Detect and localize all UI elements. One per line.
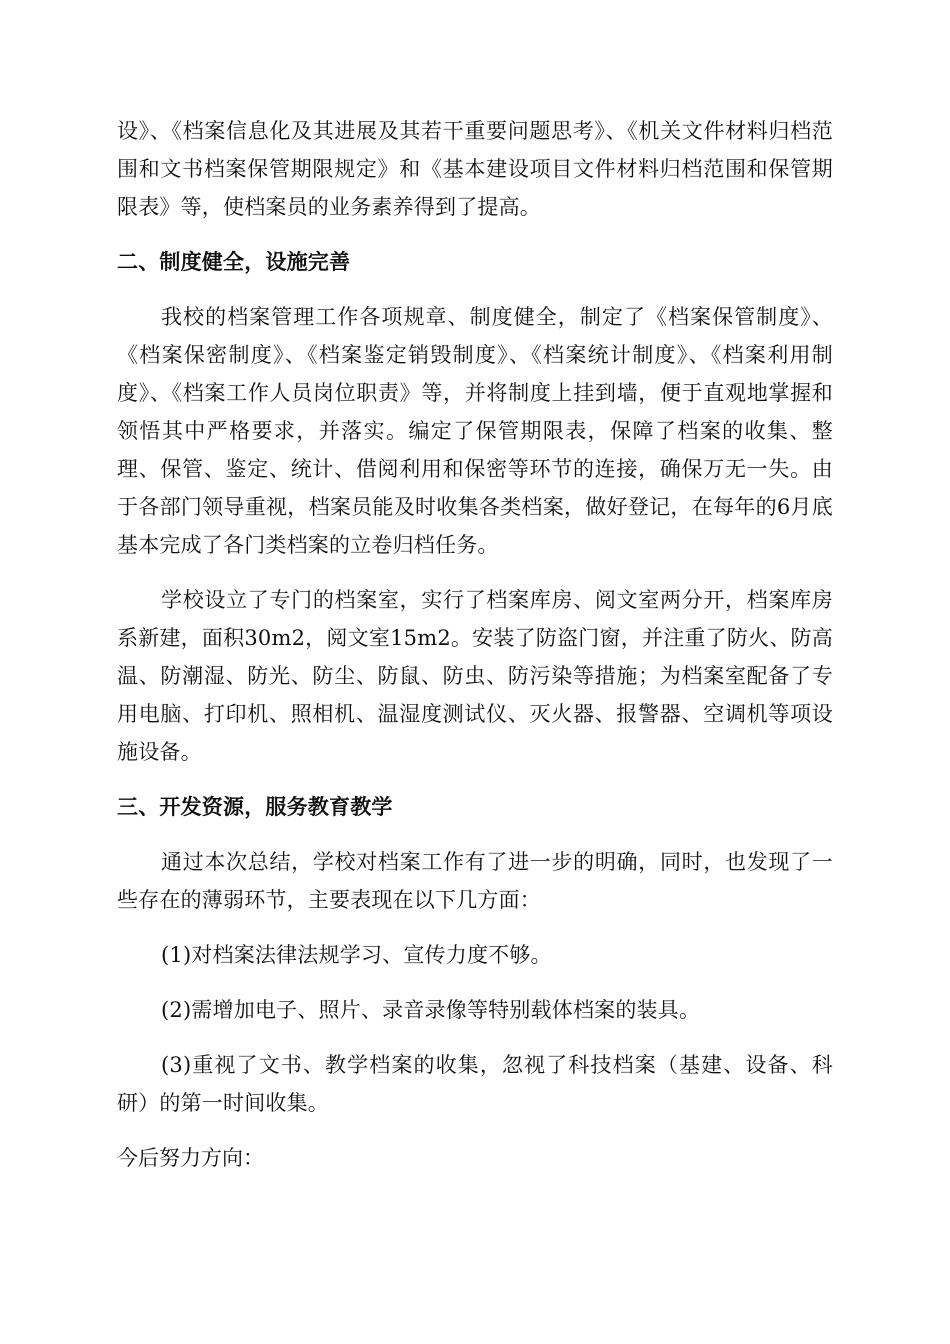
section-heading-resources: 三、开发资源，服务教育教学 bbox=[117, 794, 393, 819]
paragraph-summary-findings: 通过本次总结，学校对档案工作有了进一步的明确，同时，也发现了一些存在的薄弱环节，主要表现在以下几方面： bbox=[117, 850, 833, 912]
section-heading-system: 二、制度健全，设施完善 bbox=[117, 249, 351, 274]
paragraph-training-summary: 设》、《档案信息化及其进展及其若干重要问题思考》、《机关文件材料归档范围和文书档案保管期限规定》和《基本建设项目文件材料归档范围和保管期限表》等，使档案员的业务素养得到了提高。 bbox=[117, 119, 833, 219]
paragraph-regulations: 我校的档案管理工作各项规章、制度健全，制定了《档案保管制度》、《档案保密制度》、《档案鉴定销毁制度》、《档案统计制度》、《档案利用制度》、《档案工作人员岗位职责》等，并将制度上挂到墙，便于直观地掌握和领悟其中严格要求，并落实。编定了保管期限表，保障了档案的收集、整理、保管、鉴定、统计、借阅利用和保密等环节的连接，确保万无一失。由于各部门领导重视，档案员能及时收集各类档案，做好登记，在每年的6月底基本完成了各门类档案的立卷归档任务。 bbox=[117, 305, 833, 557]
list-item-1: (1)对档案法律法规学习、宣传力度不够。 bbox=[161, 943, 552, 967]
document-body bbox=[117, 112, 833, 1177]
list-item-3: (3)重视了文书、教学档案的收集，忽视了科技档案（基建、设备、科研）的第一时间收集。 bbox=[117, 1053, 833, 1115]
paragraph-future-direction: 今后努力方向： bbox=[117, 1146, 264, 1170]
list-item-2: (2)需增加电子、照片、录音录像等特别载体档案的装具。 bbox=[161, 998, 701, 1022]
paragraph-facilities: 学校设立了专门的档案室，实行了档案库房、阅文室两分开，档案库房系新建，面积30m2，阅文室15m2。安装了防盗门窗，并注重了防火、防高温、防潮湿、防光、防尘、防鼠、防虫、防污染等措施；为档案室配备了专用电脑、打印机、照相机、温湿度测试仪、灭火器、报警器、空调机等项设施设备。 bbox=[117, 588, 833, 764]
